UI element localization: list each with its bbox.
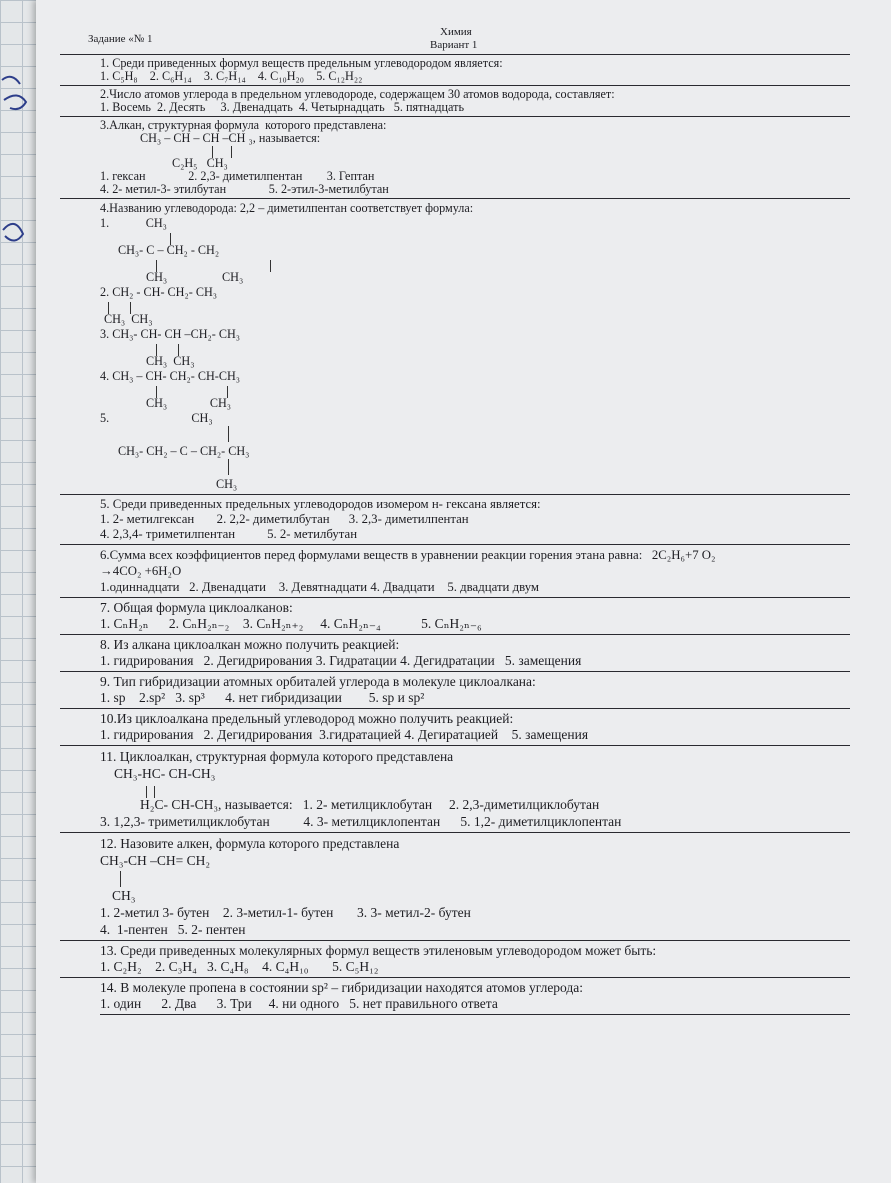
option-number: 1.	[100, 216, 110, 230]
variant-label: Вариант 1	[430, 39, 478, 51]
question-text: 14. В молекуле пропена в состоянии sp² – гибридизации находятся атомов углерода:	[100, 980, 584, 995]
question-3	[60, 116, 850, 198]
answer-options: 1. CₙH₂ₙ 2. CₙH₂ₙ₋₂ 3. CₙH₂ₙ₊₂ 4. CₙH₂ₙ₋₄ 5. CₙH₂ₙ₋₆	[100, 616, 482, 631]
structural-formula: CH₃-HC- CH-CH₃	[114, 766, 216, 781]
question-text: 1. Среди приведенных формул веществ предельным углеводородом является:	[100, 56, 503, 70]
question-6	[60, 544, 850, 597]
formula-bonds	[100, 300, 850, 312]
formula-main: CH₃- C – CH₂ - CH₂	[118, 243, 220, 257]
question-10	[60, 708, 850, 745]
formula-bonds	[100, 426, 850, 444]
question-text: 12. Назовите алкен, формула которого представлена	[100, 836, 400, 851]
answer-options: 1. C₅H₈ 2. C₆H₁₄ 3. C₇H₁₄ 4. C₁₀H₂₀ 5. C₁₂H₂₂	[100, 69, 363, 83]
question-4	[60, 198, 850, 494]
option-5-formula	[100, 411, 850, 426]
question-5	[60, 494, 850, 544]
answer-options: 1. C₂H₂ 2. C₃H₄ 3. C₄H₈ 4. C₄H₁₀ 5. C₅H₁₂	[100, 959, 379, 974]
formula-bonds	[100, 258, 850, 270]
formula-bottom: CH₃ CH₃	[146, 270, 244, 284]
formula-bottom: CH₃ CH₃	[146, 396, 232, 410]
formula-top: CH₃	[191, 411, 213, 425]
question-text: 6.Сумма всех коэффициентов перед формулами веществ в уравнении реакции горения этана равна: 2C₂H₆+7 O₂	[100, 548, 716, 562]
task-label: Задание «№ 1	[88, 33, 153, 45]
option-number: 5.	[100, 411, 110, 425]
question-text: 7. Общая формула циклоалканов:	[100, 600, 293, 615]
answer-options: 1.одиннадцати 2. Двенадцати 3. Девятнадцати 4. Двадцати 5. двадцати двум	[100, 580, 540, 594]
formula-bottom: H₂C- CH-CH₃, называется: 1. 2- метилциклобутан 2. 2,3-диметилциклобутан	[140, 797, 600, 812]
subject-title: Химия	[440, 26, 472, 38]
option-2-formula: 2. CH₂ - CH- CH₂- CH₃	[100, 285, 218, 299]
question-text: 13. Среди приведенных молекулярных формул веществ этиленовым углеводородом может быть:	[100, 943, 657, 958]
formula-bottom: CH₃ CH₃	[104, 312, 153, 326]
question-14	[60, 977, 850, 1014]
question-text: 10.Из циклоалкана предельный углеводород можно получить реакцией:	[100, 711, 514, 726]
formula-bottom: CH₃	[216, 477, 238, 491]
question-text-continued: →4CO₂ +6H₂O	[100, 564, 182, 578]
formula-substituents: C₂H₅ CH₃	[172, 156, 228, 170]
question-text: 4.Названию углеводорода: 2,2 – диметилпентан соответствует формула:	[100, 201, 474, 215]
answer-options: 1. sp 2.sp² 3. sp³ 4. нет гибридизации 5. sp и sp²	[100, 690, 425, 705]
formula-bottom: CH₃	[112, 888, 136, 903]
answer-options: 1. Восемь 2. Десять 3. Двенадцать 4. Четырнадцать 5. пятнадцать	[100, 100, 465, 114]
answer-options: 4. 2,3,4- триметилпентан 5. 2- метилбутан	[100, 527, 358, 541]
answer-options: 1. 2-метил 3- бутен 2. 3-метил-1- бутен 3. 3- метил-2- бутен	[100, 905, 471, 920]
answer-options: 1. один 2. Два 3. Три 4. ни одного 5. нет правильного ответа	[100, 996, 498, 1011]
option-3-formula: 3. CH₃- CH- CH –CH₂- CH₃	[100, 327, 241, 341]
question-text: 2.Число атомов углерода в предельном углеводороде, содержащем 30 атомов водорода, составляет:	[100, 87, 615, 101]
question-1	[60, 54, 850, 85]
answer-options: 4. 2- метил-3- этилбутан 5. 2-этил-3-метилбутан	[100, 182, 389, 196]
worksheet-header	[60, 24, 850, 54]
formula-bonds	[100, 231, 850, 243]
handwriting-scribble	[0, 60, 40, 280]
formula-bonds	[100, 342, 850, 354]
answer-options: 3. 1,2,3- триметилциклобутан 4. 3- метилциклопентан 5. 1,2- диметилциклопентан	[100, 814, 622, 829]
formula-bonds	[100, 782, 850, 796]
formula-bonds	[100, 459, 850, 477]
table-bottom-border	[100, 1014, 850, 1015]
worksheet	[60, 24, 850, 1015]
structural-formula: CH₃-CH –CH= CH₂	[100, 853, 211, 868]
formula-top: CH₃	[145, 216, 167, 230]
question-11	[60, 745, 850, 832]
formula-bonds	[100, 384, 850, 396]
answer-options: 1. 2- метилгексан 2. 2,2- диметилбутан 3. 2,3- диметилпентан	[100, 512, 469, 526]
answer-options: 1. гексан 2. 2,3- диметилпентан 3. Гептан	[100, 169, 375, 183]
answer-options: 4. 1-пентен 5. 2- пентен	[100, 922, 246, 937]
formula-main: CH₃- CH₂ – C – CH₂- CH₃	[118, 444, 250, 458]
answer-options: 1. гидрирования 2. Дегидрирования 3.гидратацией 4. Дегиратацией 5. замещения	[100, 727, 589, 742]
question-7	[60, 597, 850, 634]
formula-bottom: CH₃ CH₃	[146, 354, 195, 368]
question-text: 5. Среди приведенных предельных углеводородов изомером н- гексана является:	[100, 497, 541, 511]
question-12	[60, 832, 850, 940]
question-text: 8. Из алкана циклоалкан можно получить реакцией:	[100, 637, 400, 652]
question-text: 3.Алкан, структурная формула которого представлена:	[100, 118, 387, 132]
question-8	[60, 634, 850, 671]
formula-bonds	[100, 869, 850, 887]
question-9	[60, 671, 850, 708]
answer-options: 1. гидрирования 2. Дегидрирования 3. Гидратации 4. Дегидратации 5. замещения	[100, 653, 582, 668]
question-text: 11. Циклоалкан, структурная формула которого представлена	[100, 749, 454, 764]
question-13	[60, 940, 850, 977]
question-text: 9. Тип гибридизации атомных орбиталей углерода в молекуле циклоалкана:	[100, 674, 536, 689]
option-4-formula: 4. CH₃ – CH- CH₂- CH-CH₃	[100, 369, 241, 383]
structural-formula: CH₃ – CH – CH –CH ₃, называется:	[140, 131, 321, 145]
question-2	[60, 85, 850, 116]
option-1-formula	[100, 216, 850, 231]
